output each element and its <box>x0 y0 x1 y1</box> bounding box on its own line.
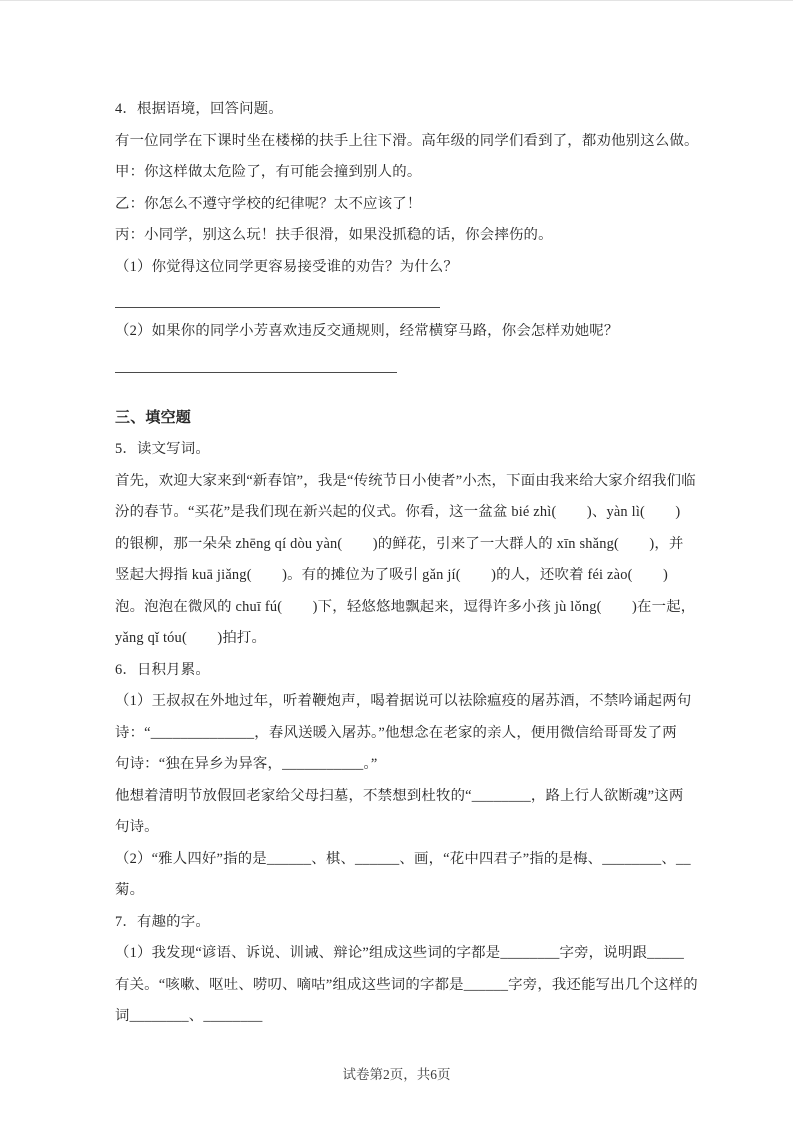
question-5-text-line-4: 竖起大拇指 kuā jiǎng( )。有的摊位为了吸引 gǎn jí( )的人，还吹着 féi zào( ) <box>115 567 668 583</box>
question-5-title: 5．读文写词。 <box>115 441 210 457</box>
question-7-text-line-1: （1）我发现“谚语、诉说、训诫、辩论”组成这些词的字都是________字旁，说明跟_____ <box>115 945 685 961</box>
question-6-text-line-6: （2）“雅人四好”指的是______、棋、______、画，“花中四君子”指的是梅、________、__ <box>115 850 691 867</box>
question-4-speaker-bing: 丙：小同学，别这么玩！扶手很滑，如果没抓稳的话，你会摔伤的。 <box>115 227 553 243</box>
question-4-sub-1: （1）你觉得这位同学更容易接受谁的劝告？为什么？ <box>115 258 458 275</box>
question-4-speaker-jia: 甲：你这样做太危险了，有可能会撞到别人的。 <box>115 164 422 180</box>
question-6-text-line-2: 诗：“______________，春风送暖入屠苏。”他想念在老家的亲人，便用微信给哥哥发了两 <box>115 724 677 741</box>
question-6-title: 6．日积月累。 <box>115 661 210 678</box>
question-6-text-line-1: （1）王叔叔在外地过年，听着鞭炮声，喝着据说可以祛除瘟疫的屠苏酒，不禁吟诵起两句 <box>115 693 692 709</box>
question-6-text-line-5: 句诗。 <box>115 819 159 835</box>
question-4-title: 4．根据语境，回答问题。 <box>115 101 283 117</box>
answer-blank-line-1 <box>115 283 440 308</box>
question-4-speaker-yi: 乙：你怎么不遵守学校的纪律呢？太不应该了！ <box>115 195 422 212</box>
question-7-title: 7．有趣的字。 <box>115 913 210 930</box>
section-3-header: 三、填空题 <box>115 409 192 426</box>
question-4-sub-2: （2）如果你的同学小芳喜欢违反交通规则，经常横穿马路，你会怎样劝她呢？ <box>115 323 619 339</box>
answer-blank-line-2 <box>115 348 397 373</box>
question-6-text-line-7: 菊。 <box>115 882 145 898</box>
question-5-text-line-6: yǎng qǐ tóu( )拍打。 <box>115 630 267 646</box>
question-7-text-line-2: 有关。“咳嗽、呕吐、唠叨、嘀咕”组成这些词的字都是______字旁，我还能写出几个这样的 <box>115 976 698 993</box>
question-5-text-line-2: 汾的春节。“买花”是我们现在新兴起的仪式。你看，这一盆盆 bié zhì( )、yàn lì( ) <box>115 504 681 520</box>
page-number-footer: 试卷第2页，共6页 <box>342 1067 451 1082</box>
question-5-text-line-3: 的银柳，那一朵朵 zhēng qí dòu yàn( )的鲜花，引来了一大群人的 xīn shǎng( )，并 <box>115 535 684 552</box>
question-6-text-line-3: 句诗：“独在异乡为异客，___________。” <box>115 756 378 772</box>
question-7-text-line-3: 词________、________ <box>115 1008 263 1024</box>
question-6-text-line-4: 他想着清明节放假回老家给父母扫墓，不禁想到杜牧的“________，路上行人欲断魂”这两 <box>115 787 684 804</box>
question-5-text-line-1: 首先，欢迎大家来到“新春馆”，我是“传统节日小使者”小杰，下面由我来给大家介绍我们临 <box>115 472 696 489</box>
question-4-intro: 有一位同学在下课时坐在楼梯的扶手上往下滑。高年级的同学们看到了，都劝他别这么做。 <box>115 132 699 149</box>
question-5-text-line-5: 泡。泡泡在微风的 chuī fú( )下，轻悠悠地飘起来，逗得许多小孩 jù lǒng( )在一起， <box>115 598 696 615</box>
